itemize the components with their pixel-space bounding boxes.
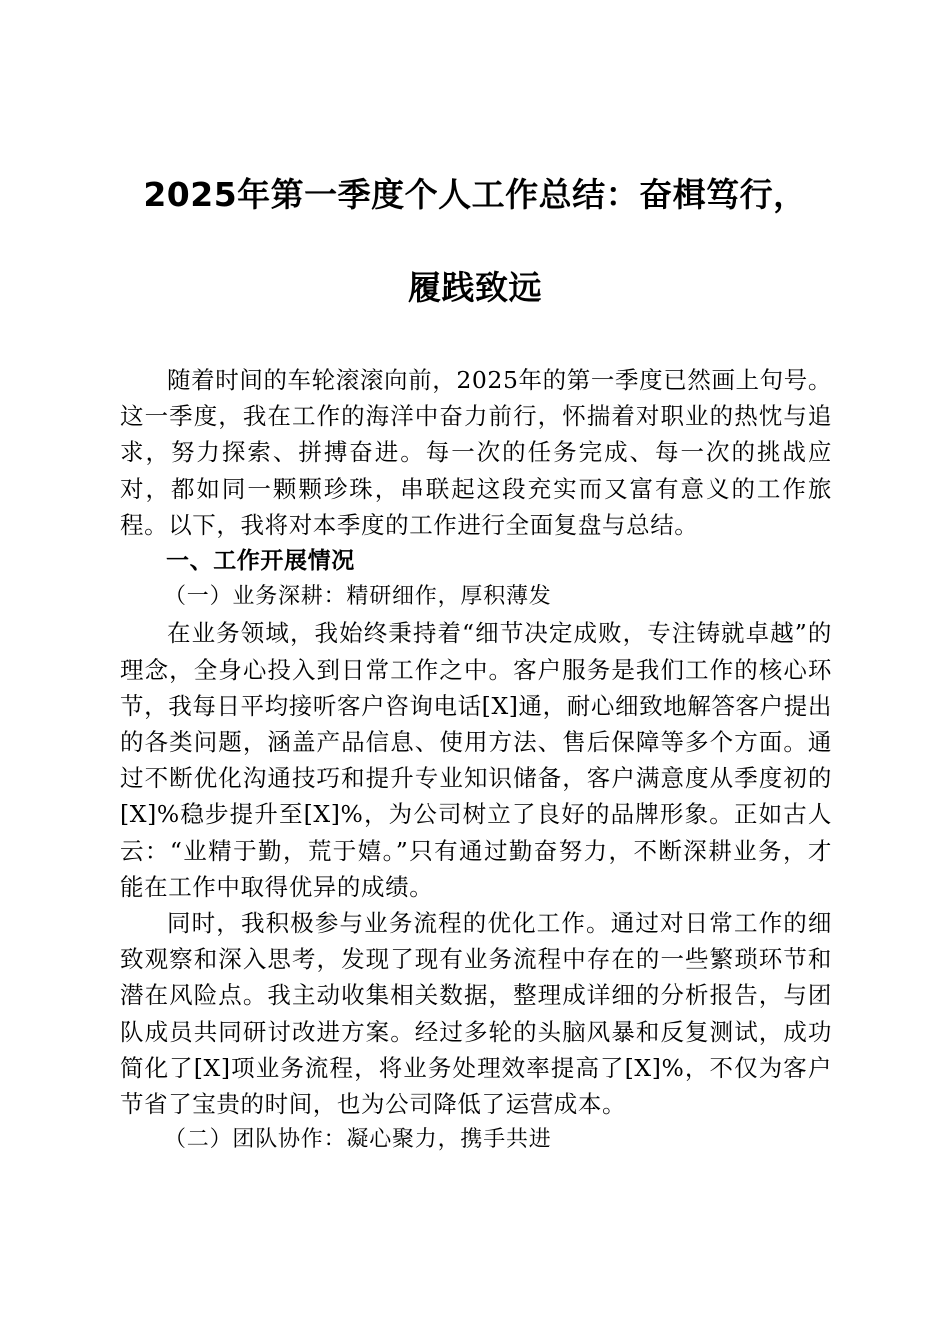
document-title-line-1: 2025年第一季度个人工作总结：奋楫笃行，: [143, 175, 807, 214]
subsection-heading-business: （一）业务深耕：精研细作，厚积薄发: [164, 584, 552, 610]
intro-paragraph: 随着时间的车轮滚滚向前，2025年的第一季度已然画上句号。这一季度，我在工作的海洋中奋力前行，怀揣着对职业的热忱与追求，努力探索、拼搏奋进。每一次的任务完成、每一次的挑战应对，都如同一颗颗珍珠，串联起这段充实而又富有意义的工作旅程。以下，我将对本季度的工作进行全面复盘与总结。: [120, 366, 832, 539]
document-body: [120, 362, 832, 1158]
business-paragraph-2: 同时，我积极参与业务流程的优化工作。通过对日常工作的细致观察和深入思考，发现了现有业务流程中存在的一些繁琐环节和潜在风险点。我主动收集相关数据，整理成详细的分析报告，与团队成员共同研讨改进方案。经过多轮的头脑风暴和反复测试，成功简化了[X]项业务流程，将业务处理效率提高了[X]%，不仅为客户节省了宝贵的时间，也为公司降低了运营成本。: [120, 909, 832, 1119]
document-title-line-2: 履践致远: [408, 268, 542, 307]
subsection-heading-teamwork: （二）团队协作：凝心聚力，携手共进: [164, 1127, 552, 1153]
section-heading-work-progress: 一、工作开展情况: [166, 548, 355, 575]
business-paragraph-1: 在业务领域，我始终秉持着“细节决定成败，专注铸就卓越”的理念，全身心投入到日常工作之中。客户服务是我们工作的核心环节，我每日平均接听客户咨询电话[X]通，耐心细致地解答客户提出的各类问题，涵盖产品信息、使用方法、售后保障等多个方面。通过不断优化沟通技巧和提升专业知识储备，客户满意度从季度初的[X]%稳步提升至[X]%，为公司树立了良好的品牌形象。正如古人云：“业精于勤，荒于嬉。”只有通过勤奋努力，不断深耕业务，才能在工作中取得优异的成绩。: [120, 619, 832, 901]
